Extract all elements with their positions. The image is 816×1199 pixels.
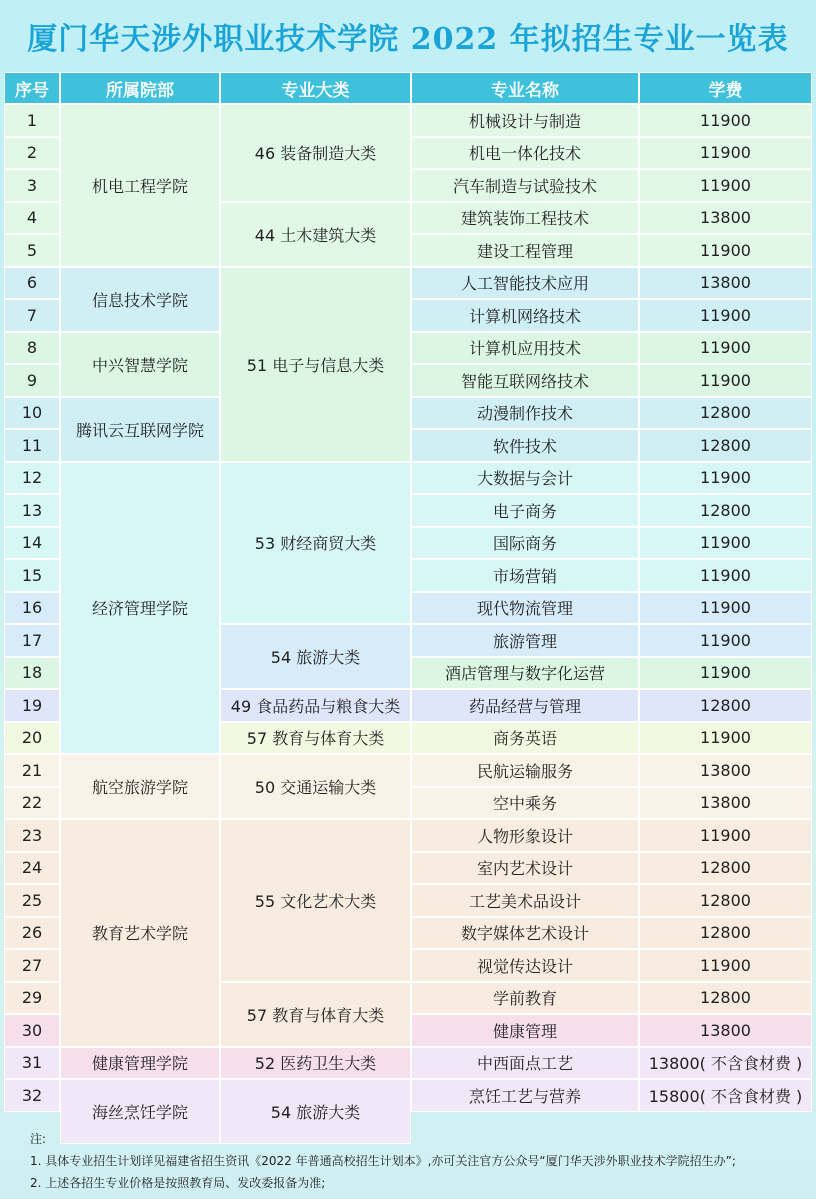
category-cell: 57 教育与体育大类 (220, 982, 411, 1047)
footnotes (30, 1128, 810, 1194)
category-cell: 50 交通运输大类 (220, 754, 411, 819)
major-cell: 学前教育 (411, 982, 639, 1015)
header-seq: 序号 (4, 72, 60, 104)
department-cell: 航空旅游学院 (60, 754, 220, 819)
seq-cell: 6 (4, 267, 60, 300)
seq-cell: 22 (4, 787, 60, 820)
major-cell: 计算机网络技术 (411, 299, 639, 332)
fee-cell: 15800( 不含食材费 ) (639, 1079, 812, 1112)
major-cell: 大数据与会计 (411, 462, 639, 495)
fee-cell: 12800 (639, 982, 812, 1015)
major-cell: 民航运输服务 (411, 754, 639, 787)
major-cell: 旅游管理 (411, 624, 639, 657)
major-cell: 数字媒体艺术设计 (411, 917, 639, 950)
seq-cell: 4 (4, 202, 60, 235)
fee-cell: 11900 (639, 592, 812, 625)
major-cell: 机械设计与制造 (411, 104, 639, 137)
major-cell: 中西面点工艺 (411, 1047, 639, 1080)
major-cell: 视觉传达设计 (411, 949, 639, 982)
department-cell: 海丝烹饪学院 (60, 1079, 220, 1144)
fee-cell: 11900 (639, 949, 812, 982)
seq-cell: 27 (4, 949, 60, 982)
fee-cell: 11900 (639, 332, 812, 365)
category-cell: 54 旅游大类 (220, 1079, 411, 1144)
category-cell: 54 旅游大类 (220, 624, 411, 689)
fee-cell: 11900 (639, 722, 812, 755)
seq-cell: 11 (4, 429, 60, 462)
category-cell: 46 装备制造大类 (220, 104, 411, 202)
header-category: 专业大类 (220, 72, 411, 104)
major-cell: 人工智能技术应用 (411, 267, 639, 300)
seq-cell: 1 (4, 104, 60, 137)
notes-label: 注: (30, 1132, 47, 1146)
category-cell: 51 电子与信息大类 (220, 267, 411, 462)
seq-cell: 24 (4, 852, 60, 885)
category-cell: 52 医药卫生大类 (220, 1047, 411, 1080)
fee-cell: 11900 (639, 462, 812, 495)
major-cell: 计算机应用技术 (411, 332, 639, 365)
seq-cell: 12 (4, 462, 60, 495)
seq-cell: 29 (4, 982, 60, 1015)
major-cell: 智能互联网络技术 (411, 364, 639, 397)
major-cell: 现代物流管理 (411, 592, 639, 625)
fee-cell: 11900 (639, 299, 812, 332)
fee-cell: 11900 (639, 137, 812, 170)
fee-cell: 12800 (639, 429, 812, 462)
fee-cell: 13800 (639, 267, 812, 300)
major-cell: 建设工程管理 (411, 234, 639, 267)
seq-cell: 15 (4, 559, 60, 592)
major-cell: 健康管理 (411, 1014, 639, 1047)
major-cell: 市场营销 (411, 559, 639, 592)
department-cell: 经济管理学院 (60, 462, 220, 755)
category-cell: 44 土木建筑大类 (220, 202, 411, 267)
major-cell: 烹饪工艺与营养 (411, 1079, 639, 1112)
seq-cell: 23 (4, 819, 60, 852)
fee-cell: 11900 (639, 527, 812, 560)
fee-cell: 12800 (639, 689, 812, 722)
fee-cell: 12800 (639, 494, 812, 527)
seq-cell: 7 (4, 299, 60, 332)
major-table (4, 72, 812, 1144)
note-line-2: 2. 上述各招生专业价格是按照教育局、发改委报备为准; (30, 1176, 326, 1190)
category-cell: 57 教育与体育大类 (220, 722, 411, 755)
fee-cell: 12800 (639, 397, 812, 430)
seq-cell: 9 (4, 364, 60, 397)
major-cell: 空中乘务 (411, 787, 639, 820)
fee-cell: 11900 (639, 657, 812, 690)
fee-cell: 12800 (639, 884, 812, 917)
seq-cell: 21 (4, 754, 60, 787)
category-cell: 55 文化艺术大类 (220, 819, 411, 982)
fee-cell: 13800 (639, 202, 812, 235)
seq-cell: 18 (4, 657, 60, 690)
major-cell: 机电一体化技术 (411, 137, 639, 170)
seq-cell: 25 (4, 884, 60, 917)
seq-cell: 26 (4, 917, 60, 950)
major-cell: 国际商务 (411, 527, 639, 560)
major-cell: 汽车制造与试验技术 (411, 169, 639, 202)
seq-cell: 17 (4, 624, 60, 657)
department-cell: 机电工程学院 (60, 104, 220, 267)
fee-cell: 13800( 不含食材费 ) (639, 1047, 812, 1080)
department-cell: 信息技术学院 (60, 267, 220, 332)
seq-cell: 13 (4, 494, 60, 527)
category-cell: 49 食品药品与粮食大类 (220, 689, 411, 722)
seq-cell: 2 (4, 137, 60, 170)
seq-cell: 5 (4, 234, 60, 267)
major-cell: 动漫制作技术 (411, 397, 639, 430)
header-fee: 学费 (639, 72, 812, 104)
header-department: 所属院部 (60, 72, 220, 104)
fee-cell: 11900 (639, 819, 812, 852)
fee-cell: 11900 (639, 234, 812, 267)
major-cell: 软件技术 (411, 429, 639, 462)
fee-cell: 11900 (639, 364, 812, 397)
major-cell: 药品经营与管理 (411, 689, 639, 722)
department-cell: 健康管理学院 (60, 1047, 220, 1080)
fee-cell: 13800 (639, 1014, 812, 1047)
note-line-1: 1. 具体专业招生计划详见福建省招生资讯《2022 年普通高校招生计划本》,亦可关注官方公众号“厦门华天涉外职业技术学院招生办”; (30, 1154, 736, 1168)
seq-cell: 31 (4, 1047, 60, 1080)
fee-cell: 12800 (639, 917, 812, 950)
fee-cell: 11900 (639, 559, 812, 592)
major-cell: 人物形象设计 (411, 819, 639, 852)
fee-cell: 11900 (639, 104, 812, 137)
seq-cell: 3 (4, 169, 60, 202)
department-cell: 腾讯云互联网学院 (60, 397, 220, 462)
seq-cell: 20 (4, 722, 60, 755)
page-title: 厦门华天涉外职业技术学院 2022 年拟招生专业一览表 (27, 22, 789, 57)
major-cell: 电子商务 (411, 494, 639, 527)
fee-cell: 13800 (639, 754, 812, 787)
major-cell: 工艺美术品设计 (411, 884, 639, 917)
fee-cell: 11900 (639, 169, 812, 202)
seq-cell: 30 (4, 1014, 60, 1047)
seq-cell: 14 (4, 527, 60, 560)
department-cell: 中兴智慧学院 (60, 332, 220, 397)
fee-cell: 13800 (639, 787, 812, 820)
header-major: 专业名称 (411, 72, 639, 104)
major-cell: 商务英语 (411, 722, 639, 755)
major-cell: 建筑装饰工程技术 (411, 202, 639, 235)
seq-cell: 19 (4, 689, 60, 722)
category-cell: 53 财经商贸大类 (220, 462, 411, 625)
department-cell: 教育艺术学院 (60, 819, 220, 1047)
fee-cell: 12800 (639, 852, 812, 885)
major-cell: 室内艺术设计 (411, 852, 639, 885)
seq-cell: 16 (4, 592, 60, 625)
seq-cell: 32 (4, 1079, 60, 1112)
major-cell: 酒店管理与数字化运营 (411, 657, 639, 690)
seq-cell: 8 (4, 332, 60, 365)
seq-cell: 10 (4, 397, 60, 430)
fee-cell: 11900 (639, 624, 812, 657)
